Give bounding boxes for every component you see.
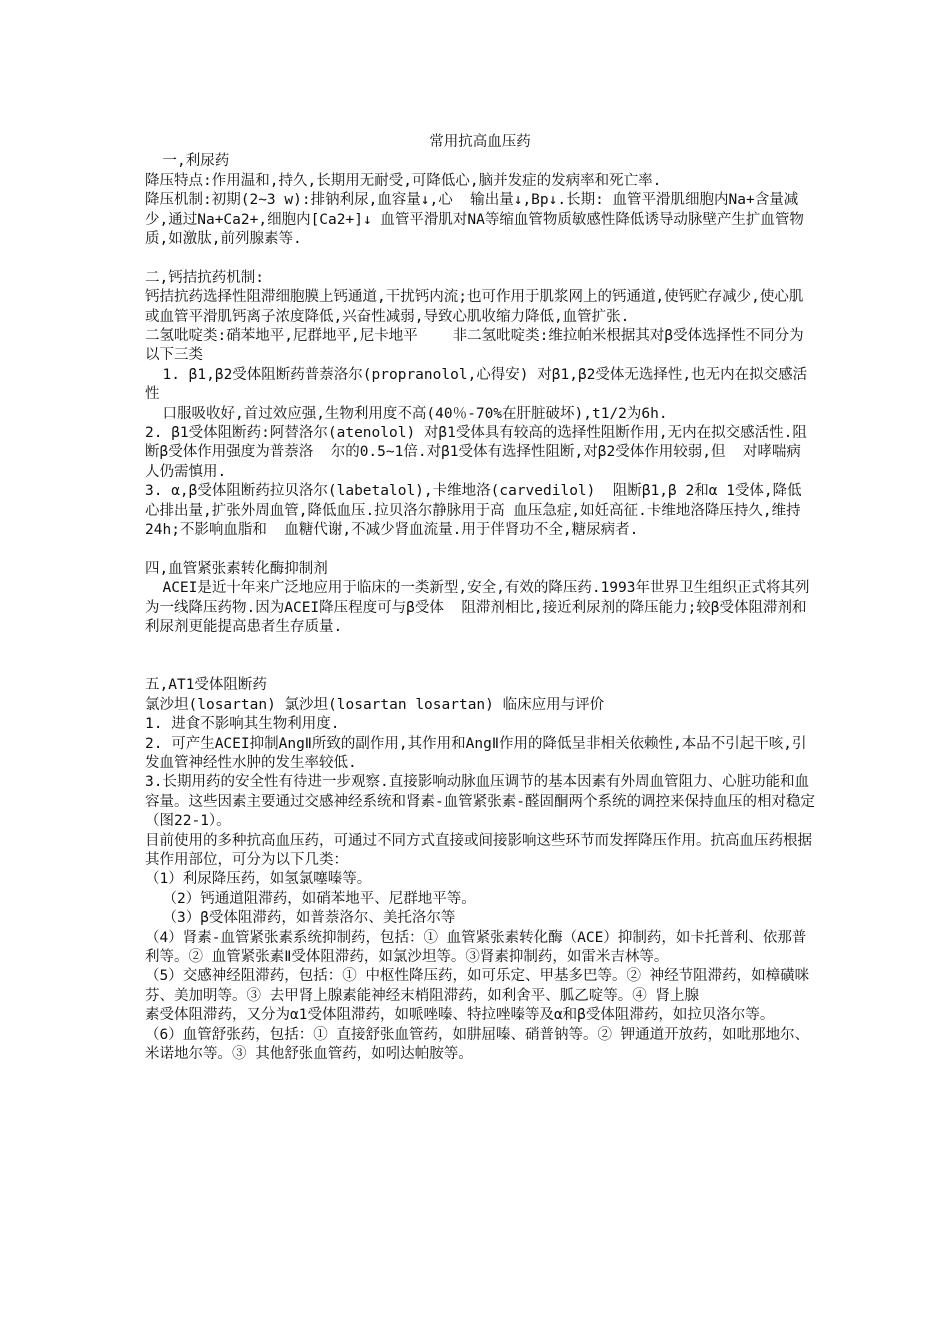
paragraph: 降压机制:初期(2~3 w):排钠利尿,血容量↓,心 输出量↓,Bp↓.长期: 血管平滑肌细胞内Na+含量减少,通过Na+Ca2+,细胞内[Ca2+]↓ 血管平滑肌对NA等缩血管物质敏感性降低诱导动脉壁产生扩血管物质,如激肽,前列腺素等.: [145, 192, 804, 248]
paragraph: 3. α,β受体阻断药拉贝洛尔(labetalol),卡维地洛(carvedilol) 阻断β1,β 2和α 1受体,降低心排出量,扩张外周血管,降低血压.拉贝洛尔静脉用于高 血压急症,如妊高征.卡维地洛降压持久,维持 24h;不影响血脂和 血糖代谢,不减少肾血流量.用于伴肾功不全,糖尿病者.: [145, 483, 810, 539]
paragraph: 2. β1受体阻断药:阿替洛尔(atenolol) 对β1受体具有较高的选择性阻断作用,无内在拟交感活性.阻断β受体作用强度为普萘洛 尔的0.5~1倍.对β1受体有选择性阻断,对β2受体作用较弱,但 对哮喘病人仍需慎用.: [145, 425, 807, 480]
paragraph: 2. 可产生ACEI抑制AngⅡ所致的副作用,其作用和AngⅡ作用的降低呈非相关依赖性,本品不引起干咳,引发血管神经性水肿的发生率较低.: [145, 735, 807, 771]
paragraph: 3.长期用药的安全性有待进一步观察.直接影响动脉血压调节的基本因素有外周血管阻力、心脏功能和血容量。这些因素主要通过交感神经系统和肾素-血管紧张素-醛固酮两个系统的调控来保持血压的相对稳定（图22-1）。: [145, 774, 815, 830]
list-item: （2）钙通道阻滞药，如硝苯地平、尼群地平等。: [145, 890, 476, 907]
paragraph: ACEI是近十年来广泛地应用于临床的一类新型,安全,有效的降压药.1993年世界卫生组织正式将其列为一线降压药物.因为ACEI降压程度可与β受体 阻滞剂相比,接近利尿剂的降压能力;较β受体阻滞剂和利尿剂更能提高患者生存质量.: [145, 580, 810, 636]
paragraph: 口服吸收好,首过效应强,生物利用度不高(40％-70%在肝脏破坏),t1/2为6h.: [145, 405, 668, 422]
section-4-heading: 四,血管紧张素转化酶抑制剂: [145, 560, 328, 577]
document-title: 常用抗高血压药: [429, 134, 531, 150]
section-1-heading: 一,利尿药: [145, 153, 230, 170]
list-item: （6）血管舒张药，包括：① 直接舒张血管药，如肼屈嗪、硝普钠等。② 钾通道开放药，如吡那地尔、米诺地尔等。③ 其他舒张血管药，如吲达帕胺等。: [145, 1026, 810, 1063]
paragraph: 1. 进食不影响其生物利用度.: [145, 716, 340, 733]
paragraph: 1. β1,β2受体阻断药普萘洛尔(propranolol,心得安) 对β1,β2受体无选择性,也无内在拟交感活性: [145, 366, 808, 403]
list-item: （3）β受体阻滞药，如普萘洛尔、美托洛尔等: [145, 910, 456, 927]
section-5-heading: 五,AT1受体阻断药: [145, 677, 267, 694]
list-item: （1）利尿降压药，如氢氯噻嗪等。: [145, 871, 372, 888]
paragraph: 钙拮抗药选择性阻滞细胞膜上钙通道,干扰钙内流;也可作用于肌浆网上的钙通道,使钙贮存减少,使心肌或血管平滑肌钙离子浓度降低,兴奋性减弱,导致心肌收缩力降低,血管扩张.: [145, 289, 804, 325]
section-2-heading: 二,钙拮抗药机制:: [145, 269, 264, 286]
paragraph: 目前使用的多种抗高血压药，可通过不同方式直接或间接影响这些环节而发挥降压作用。抗高血压药根据其作用部位，可分为以下几类：: [145, 832, 812, 868]
paragraph: 降压特点:作用温和,持久,长期用无耐受,可降低心,脑并发症的发病率和死亡率.: [145, 172, 662, 189]
document-body: [145, 133, 815, 1064]
paragraph: 氯沙坦(losartan) 氯沙坦(losartan losartan) 临床应用与评价: [145, 696, 605, 713]
list-item: （5）交感神经阻滞药，包括：① 中枢性降压药，如可乐定、甲基多巴等。② 神经节阻滞药，如樟磺咪芬、美加明等。③ 去甲肾上腺素能神经末梢阻滞药，如利舍平、胍乙啶等。④ 肾上腺: [145, 968, 810, 1004]
list-item: （4）肾素-血管紧张素系统抑制药，包括：① 血管紧张素转化酶（ACE）抑制药，如卡托普利、依那普利等。② 血管紧张素Ⅱ受体阻滞药，如氯沙坦等。③肾素抑制药，如雷米吉林等。: [145, 929, 807, 966]
paragraph: 素受体阻滞药，又分为α1受体阻滞药，如哌唑嗪、特拉唑嗪等及α和β受体阻滞药，如拉贝洛尔等。: [145, 1007, 775, 1024]
paragraph: 二氢吡啶类:硝苯地平,尼群地平,尼卡地平 非二氢吡啶类:维拉帕米根据其对β受体选择性不同分为以下三类: [145, 328, 804, 364]
